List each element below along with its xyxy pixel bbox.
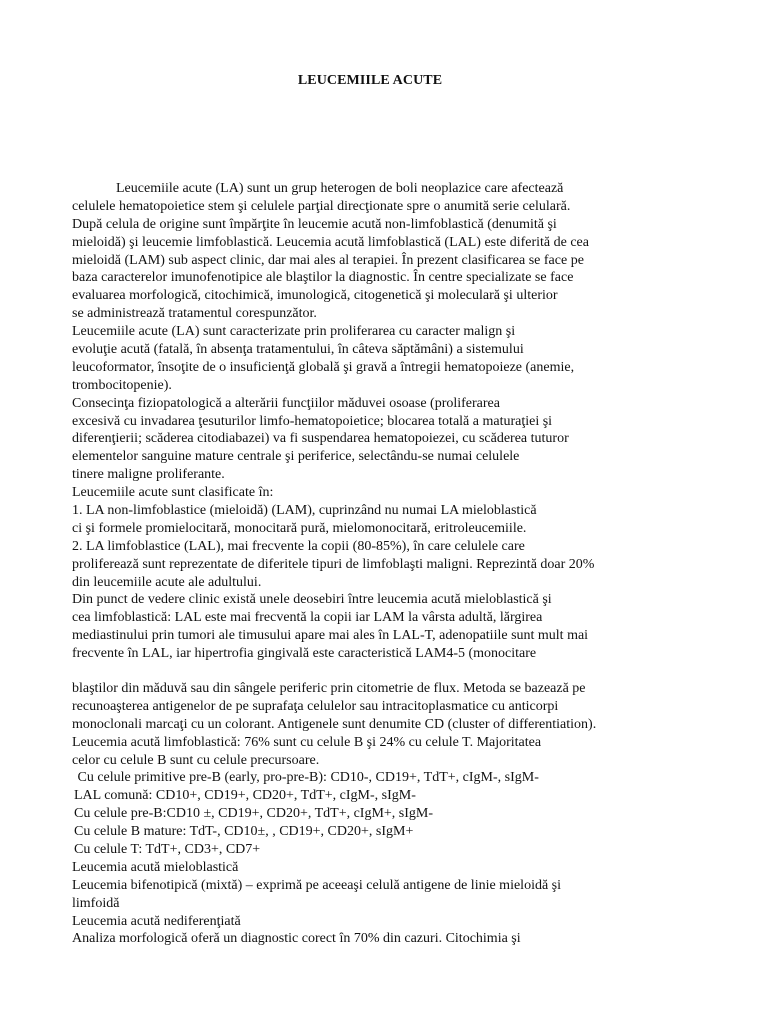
text-line: Leucemia acută nediferenţiată — [72, 913, 241, 929]
text-line: Consecinţa fiziopatologică a alterării funcţiilor măduvei osoase (proliferarea — [72, 395, 500, 411]
text-line: proliferează sunt reprezentate de diferitele tipuri de limfoblaşti maligni. Reprezintă doar 20% — [72, 556, 595, 572]
text-line: Analiza morfologică oferă un diagnostic corect în 70% din cazuri. Citochimia şi — [72, 931, 521, 947]
bullet-item — [72, 769, 672, 787]
text-line: evoluţie acută (fatală, în absenţa tratamentului, în câteva săptămâni) a sistemului — [72, 342, 524, 358]
bullet-text: Cu celule pre-B:CD10 ±, CD19+, CD20+, TdT+, cIgM+, sIgM- — [74, 806, 434, 822]
text-line: mediastinului prin tumori ale timusului apare mai ales în LAL-T, adenopatiile sunt mult mai — [72, 628, 589, 644]
text-line: baza caracterelor imunofenotipice ale blaştilor la diagnostic. În centre specializate se face — [72, 270, 574, 286]
text-line: După celula de origine sunt împărţite în leucemie acută non-limfoblastică (denumită şi — [72, 216, 557, 232]
text-line: blaştilor din măduvă sau din sângele periferic prin citometrie de flux. Metoda se bazează pe — [72, 681, 586, 696]
text-line: ci şi formele promielocitară, monocitară pură, mielomonocitară, eritroleucemiile. — [72, 520, 527, 536]
text-line: diferenţierii; scăderea citodiabazei) va fi suspendarea hematopoiezei, cu scăderea tuturor — [72, 431, 569, 447]
text-line: excesivă cu invadarea ţesuturilor limfo-hematopoietice; blocarea totală a maturaţiei şi — [72, 413, 553, 429]
text-line: limfoidă — [72, 895, 120, 911]
text-line: cea limfoblastică: LAL este mai frecventă la copii iar LAM la vârsta adultă, lărgirea — [72, 610, 543, 626]
text-line: Leucemiile acute (LA) sunt un grup heterogen de boli neoplazice care afectează — [116, 181, 564, 196]
text-line: Leucemia acută mieloblastică — [72, 859, 239, 875]
text-line: tinere maligne proliferante. — [72, 467, 225, 483]
section-1-text — [72, 180, 672, 663]
text-line: leucoformator, însoţite de o insuficienţă globală şi gravă a întregii hematopoieze (anemie, — [72, 359, 575, 375]
bullet-item — [72, 823, 672, 841]
text-line: se administrează tratamentul corespunzător. — [72, 306, 317, 322]
text-line: monoclonali marcaţi cu un colorant. Antigenele sunt denumite CD (cluster of differentiation). — [72, 716, 597, 732]
text-line: celor cu celule B sunt cu celule precursoare. — [72, 752, 320, 768]
text-line: Leucemia acută limfoblastică: 76% sunt cu celule B şi 24% cu celule T. Majoritatea — [72, 734, 542, 750]
bullet-text: Cu celule primitive pre-B (early, pro-pre-B): CD10-, CD19+, TdT+, cIgM-, sIgM- — [74, 770, 539, 786]
section-2-text — [72, 680, 672, 948]
text-line: Leucemiile acute sunt clasificate în: — [72, 485, 274, 501]
document-title: LEUCEMIILE ACUTE — [297, 73, 443, 88]
text-line: Din punct de vedere clinic există unele deosebiri între leucemia acută mieloblastică şi — [72, 592, 552, 608]
bullet-text: Cu celule T: TdT+, CD3+, CD7+ — [74, 842, 261, 858]
bullet-item — [72, 805, 672, 823]
bullet-item — [72, 787, 672, 805]
text-line: 1. LA non-limfoblastice (mieloidă) (LAM), cuprinzând nu numai LA mieloblastică — [72, 503, 537, 519]
text-line: mieloidă) şi leucemie limfoblastică. Leucemia acută limfoblastică (LAL) este diferită de cea — [72, 234, 589, 250]
text-line: 2. LA limfoblastice (LAL), mai frecvente la copii (80-85%), în care celulele care — [72, 538, 525, 554]
bullet-item — [72, 841, 672, 859]
text-line: celulele hematopoietice stem şi celulele parţial direcţionate spre o anumită serie celulară. — [72, 198, 571, 214]
text-line: mieloidă (LAM) sub aspect clinic, dar mai ales al terapiei. În prezent clasificarea se face pe — [72, 252, 584, 268]
text-line: frecvente în LAL, iar hipertrofia gingivală este caracteristică LAM4-5 (monocitare — [72, 646, 537, 662]
bullet-text: LAL comună: CD10+, CD19+, CD20+, TdT+, cIgM-, sIgM- — [74, 788, 416, 804]
text-line: evaluarea morfologică, citochimică, imunologică, citogenetică şi moleculară şi ulterior — [72, 288, 558, 304]
text-line: elementelor sanguine mature centrale şi periferice, selectându-se numai celulele — [72, 449, 520, 465]
text-line: recunoaşterea antigenelor de pe suprafaţa celulelor sau intracitoplasmatice cu anticorpi — [72, 698, 559, 714]
text-line: Leucemia bifenotipică (mixtă) – exprimă pe aceeaşi celulă antigene de linie mieloidă şi — [72, 877, 562, 893]
text-line: din leucemiile acute ale adultului. — [72, 574, 262, 590]
text-line: Leucemiile acute (LA) sunt caracterizate prin proliferarea cu caracter malign şi — [72, 324, 516, 340]
bullet-text: Cu celule B mature: TdT-, CD10±, , CD19+, CD20+, sIgM+ — [74, 824, 414, 840]
text-line: trombocitopenie). — [72, 377, 172, 393]
